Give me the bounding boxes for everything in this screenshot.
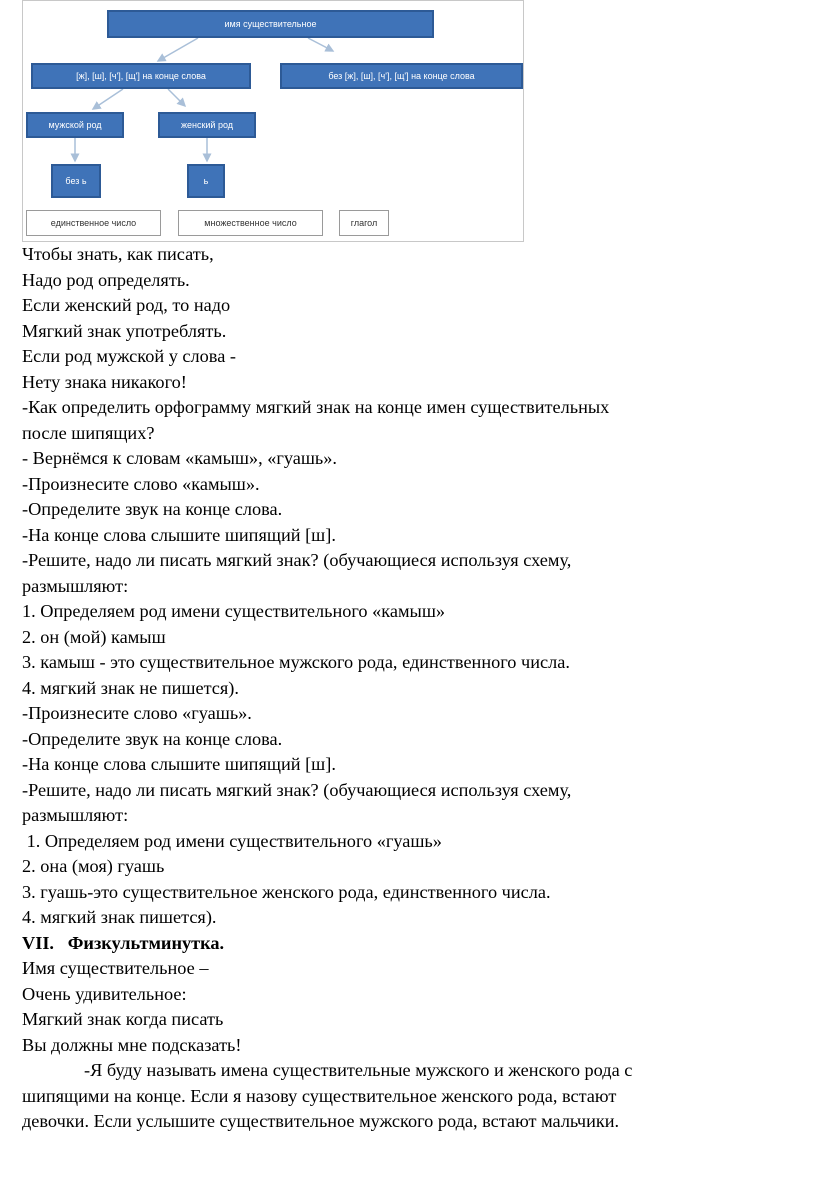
node-with-hissing: [ж], [ш], [ч'], [щ'] на конце слова: [31, 63, 251, 89]
poem-line: Чтобы знать, как писать,: [22, 244, 214, 264]
noun-scheme-diagram: [22, 0, 524, 242]
text-line: размышляют:: [22, 575, 129, 596]
question-line: -Как определить орфограмму мягкий знак на конце имен существительных: [22, 397, 610, 417]
arrow-left-masculine: [93, 89, 123, 109]
text-line: -Произнесите слово «гуашь».: [22, 703, 252, 723]
lesson-text: [22, 242, 802, 1135]
node-plural: множественное число: [178, 210, 323, 236]
poem-line: Надо род определять.: [22, 269, 190, 290]
node-root: имя существительное: [107, 10, 434, 38]
step-line: 1. Определяем род имени существительного «гуашь»: [22, 830, 442, 851]
text-line: -Определите звук на конце слова.: [22, 499, 283, 519]
node-masculine: мужской род: [26, 112, 124, 138]
instruction-line: шипящими на конце. Если я назову существительное женского рода, встают: [22, 1085, 617, 1106]
step-line: 2. он (мой) камыш: [22, 626, 166, 647]
poem-line: Если род мужской у слова -: [22, 346, 236, 366]
question-line: после шипящих?: [22, 422, 155, 443]
text-line: - Вернёмся к словам «камыш», «гуашь».: [22, 448, 337, 468]
step-line: 4. мягкий знак пишется).: [22, 907, 217, 927]
poem-line: Очень удивительное:: [22, 983, 187, 1004]
text-line: -Произнесите слово «камыш».: [22, 473, 260, 494]
instruction-line: -Я буду называть имена существительные мужского и женского рода с: [84, 1060, 633, 1080]
step-line: 1. Определяем род имени существительного «камыш»: [22, 601, 446, 621]
step-line: 3. гуашь-это существительное женского рода, единственного числа.: [22, 881, 551, 902]
arrow-root-right: [308, 38, 333, 51]
text-line: -Определите звук на конце слова.: [22, 728, 283, 749]
poem-line: Мягкий знак когда писать: [22, 1009, 224, 1029]
node-verb: глагол: [339, 210, 389, 236]
poem-line: Вы должны мне подсказать!: [22, 1034, 242, 1055]
text-line: -Решите, надо ли писать мягкий знак? (обучающиеся используя схему,: [22, 779, 572, 800]
text-line: размышляют:: [22, 805, 129, 825]
step-line: 4. мягкий знак не пишется).: [22, 677, 239, 698]
node-singular: единственное число: [26, 210, 161, 236]
arrow-left-feminine: [168, 89, 185, 106]
node-feminine: женский род: [158, 112, 256, 138]
instruction-line: девочки. Если услышите существительное мужского рода, встают мальчики.: [22, 1111, 620, 1131]
step-line: 3. камыш - это существительное мужского рода, единственного числа.: [22, 652, 570, 672]
step-line: 2. она (моя) гуашь: [22, 856, 165, 876]
text-line: -На конце слова слышите шипящий [ш].: [22, 524, 336, 545]
poem-line: Нету знака никакого!: [22, 371, 187, 392]
node-soft-sign: ь: [187, 164, 225, 198]
text-line: -На конце слова слышите шипящий [ш].: [22, 754, 336, 774]
arrow-root-left: [158, 38, 198, 61]
poem-line: Имя существительное –: [22, 958, 209, 978]
poem-line: Мягкий знак употреблять.: [22, 320, 227, 341]
poem-line: Если женский род, то надо: [22, 295, 231, 315]
text-line: -Решите, надо ли писать мягкий знак? (обучающиеся используя схему,: [22, 550, 572, 570]
node-without-hissing: без [ж], [ш], [ч'], [щ'] на конце слова: [280, 63, 523, 89]
node-without-soft-sign: без ь: [51, 164, 101, 198]
section-heading: VII. Физкультминутка.: [22, 932, 225, 953]
